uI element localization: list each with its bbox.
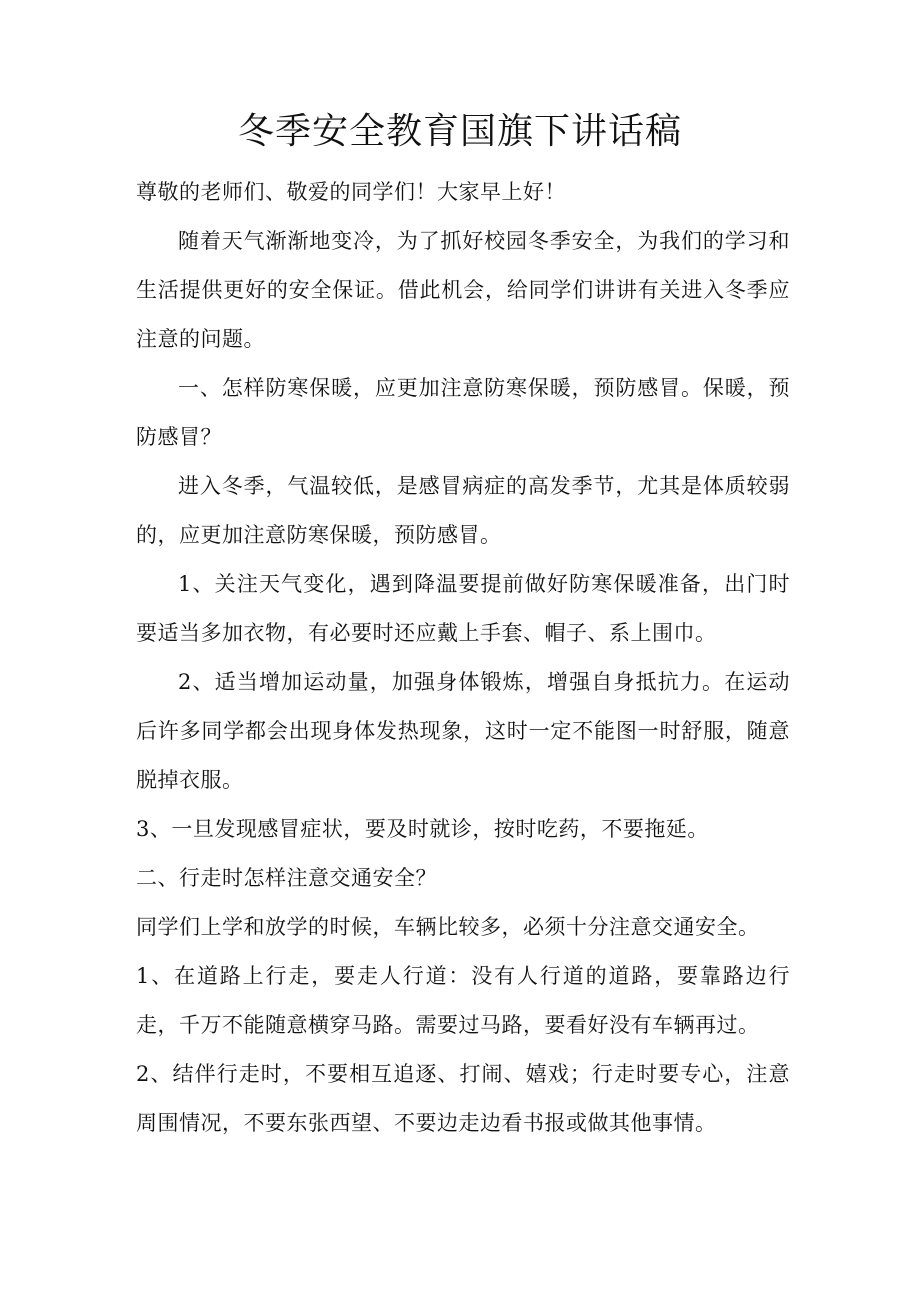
section-two-intro: 同学们上学和放学的时候，车辆比较多，必须十分注意交通安全。	[136, 915, 760, 939]
section-one-intro: 进入冬季，气温较低，是感冒病症的高发季节，尤其是体质较弱的，应更加注意防寒保暖，预防感冒。	[136, 474, 790, 547]
section-two-item-2: 2、结伴行走时，不要相互追逐、打闹、嬉戏；行走时要专心，注意周围情况，不要东张西望、不要边走边看书报或做其他事情。	[136, 1062, 790, 1135]
document-title: 冬季安全教育国旗下讲话稿	[237, 111, 682, 152]
section-one-heading: 一、怎样防寒保暖，应更加注意防寒保暖，预防感冒。保暖，预防感冒？	[136, 376, 790, 449]
section-one-item-1: 1、关注天气变化，遇到降温要提前做好防寒保暖准备，出门时要适当多加衣物，有必要时还应戴上手套、帽子、系上围巾。	[136, 572, 790, 645]
section-one-item-3: 3、一旦发现感冒症状，要及时就诊，按时吃药，不要拖延。	[136, 817, 709, 841]
section-one-item-2: 2、适当增加运动量，加强身体锻炼，增强自身抵抗力。在运动后许多同学都会出现身体发热现象，这时一定不能图一时舒服，随意脱掉衣服。	[136, 670, 790, 792]
document-body	[136, 168, 790, 1148]
intro-paragraph: 随着天气渐渐地变冷，为了抓好校园冬季安全，为我们的学习和生活提供更好的安全保证。借此机会，给同学们讲讲有关进入冬季应注意的问题。	[136, 229, 790, 351]
section-two-item-1: 1、在道路上行走，要走人行道：没有人行道的道路，要靠路边行走，千万不能随意横穿马路。需要过马路，要看好没有车辆再过。	[136, 964, 790, 1037]
section-two-heading: 二、行走时怎样注意交通安全？	[136, 866, 437, 890]
greeting-paragraph: 尊敬的老师们、敬爱的同学们！大家早上好！	[136, 180, 566, 204]
